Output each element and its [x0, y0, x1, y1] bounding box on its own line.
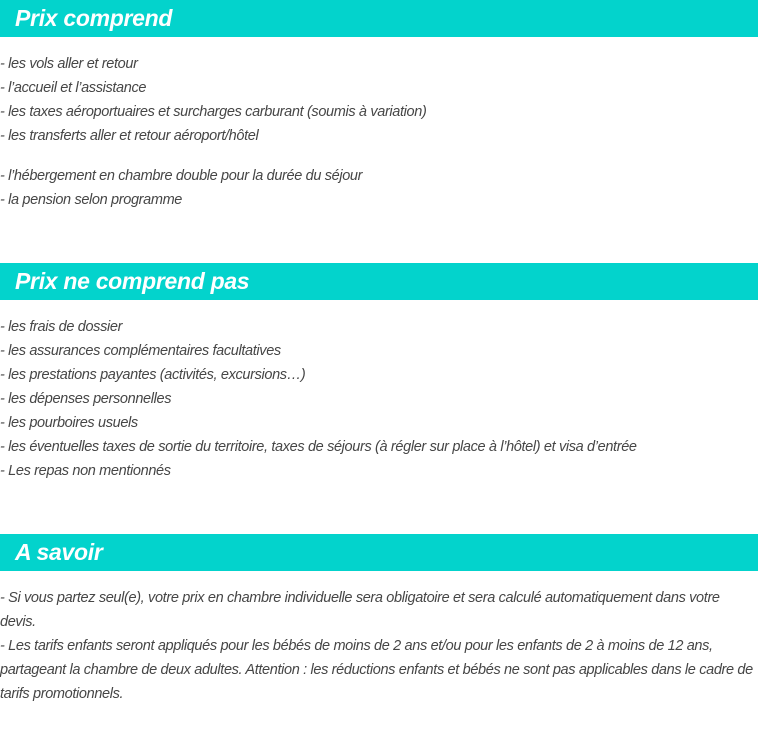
included-list-transport	[0, 52, 758, 148]
section-title-not-included: Prix ne comprend pas	[15, 268, 250, 294]
included-list-accommodation	[0, 164, 758, 212]
list-item: - l’accueil et l’assistance	[0, 80, 147, 96]
not-included-list	[0, 315, 758, 483]
list-item: - les assurances complémentaires facultatives	[0, 343, 281, 359]
list-item: - les dépenses personnelles	[0, 391, 172, 407]
list-item: - Les repas non mentionnés	[0, 463, 171, 479]
section-title-included: Prix comprend	[15, 5, 173, 31]
list-item: - les frais de dossier	[0, 319, 123, 335]
list-item: - les taxes aéroportuaires et surcharges carburant (soumis à variation)	[0, 104, 427, 120]
info-paragraph-child-rates: - Les tarifs enfants seront appliqués pour les bébés de moins de 2 ans et/ou pour les enfants de 2 à moins de 12 ans, partageant la chambre de deux adultes. Attention : les réductions enfants et bébés ne sont pas applicables dans le cadre de tarifs promotionnels.	[0, 638, 753, 702]
section-header-good-to-know	[0, 534, 758, 571]
list-item: - la pension selon programme	[0, 192, 183, 208]
section-header-not-included	[0, 263, 758, 300]
list-item: - l’hébergement en chambre double pour la durée du séjour	[0, 168, 363, 184]
list-item: - les éventuelles taxes de sortie du territoire, taxes de séjours (à régler sur place à l’hôtel) et visa d’entrée	[0, 439, 637, 455]
list-item: - les pourboires usuels	[0, 415, 138, 431]
list-item: - les transferts aller et retour aéroport/hôtel	[0, 128, 259, 144]
section-title-good-to-know: A savoir	[15, 539, 103, 565]
section-header-included	[0, 0, 758, 37]
list-item: - les vols aller et retour	[0, 56, 138, 72]
list-item: - les prestations payantes (activités, excursions…)	[0, 367, 306, 383]
info-paragraph-single-supplement: - Si vous partez seul(e), votre prix en chambre individuelle sera obligatoire et sera calculé automatiquement dans votre devis.	[0, 590, 720, 630]
